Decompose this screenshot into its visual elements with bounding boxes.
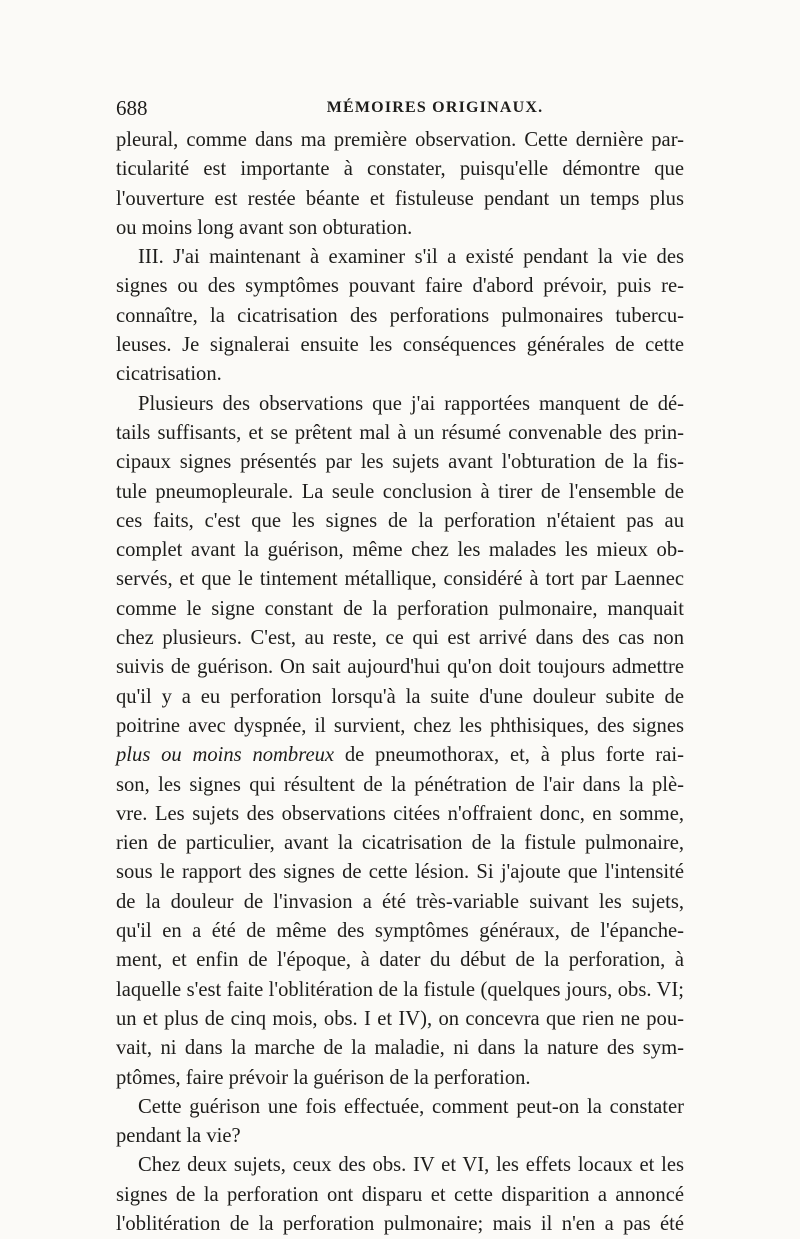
text-line: chez plusieurs. C'est, au reste, ce qui est arrivé dans des cas non [116, 627, 684, 650]
text-line: Chez deux sujets, ceux des obs. IV et VI, les effets locaux et les [138, 1154, 684, 1177]
text-line: de la douleur de l'invasion a été très-variable suivant les sujets, [116, 890, 684, 913]
text-line-with-italic [116, 741, 684, 770]
text-line: ptômes, faire prévoir la guérison de la perforation. [116, 1066, 531, 1089]
text-line: sous le rapport des signes de cette lésion. Si j'ajoute que l'intensité [116, 861, 684, 884]
page-number: 688 [116, 96, 148, 120]
text-line: qu'il y a eu perforation lorsqu'à la suite d'une douleur subite de [116, 685, 684, 708]
text-line: cicatrisation. [116, 363, 222, 386]
text-line: un et plus de cinq mois, obs. I et IV), on concevra que rien ne pou- [116, 1007, 684, 1030]
text-line: III. J'ai maintenant à examiner s'il a existé pendant la vie des [138, 246, 684, 269]
text-line: pleural, comme dans ma première observation. Cette dernière par- [116, 129, 684, 151]
page-header [116, 96, 684, 124]
text-line: ment, et enfin de l'époque, à dater du début de la perforation, à [116, 949, 684, 972]
text-line: son, les signes qui résultent de la pénétration de l'air dans la plè- [116, 773, 684, 796]
text-line: suivis de guérison. On sait aujourd'hui qu'on doit toujours admettre [116, 656, 684, 679]
text-line: ces faits, c'est que les signes de la perforation n'étaient pas au [116, 509, 684, 532]
text-line: Cette guérison une fois effectuée, comment peut-on la constater [138, 1095, 684, 1118]
body-text [116, 126, 684, 1239]
text-line: connaître, la cicatrisation des perforations pulmonaires tubercu- [116, 304, 684, 327]
text-line: vait, ni dans la marche de la maladie, ni dans la nature des sym- [116, 1037, 684, 1060]
text-line: leuses. Je signalerai ensuite les conséquences générales de cette [116, 334, 684, 357]
text-line: signes de la perforation ont disparu et cette disparition a annoncé [116, 1183, 684, 1206]
text-line: l'ouverture est restée béante et fistuleuse pendant un temps plus [116, 187, 684, 210]
text-line: qu'il en a été de même des symptômes généraux, de l'épanche- [116, 920, 684, 943]
text-line: poitrine avec dyspnée, il survient, chez les phthisiques, des signes [116, 714, 684, 737]
italic-phrase: plus ou moins nombreux [116, 744, 335, 767]
text-line: ticularité est importante à constater, puisqu'elle démontre que [116, 158, 684, 181]
text-line: tule pneumopleurale. La seule conclusion à tirer de l'ensemble de [116, 480, 684, 503]
text-line: complet avant la guérison, même chez les malades les mieux ob- [116, 539, 684, 562]
text-line: comme le signe constant de la perforation pulmonaire, manquait [116, 597, 684, 620]
text-fragment: de pneumothorax, et, à plus forte rai- [334, 744, 684, 767]
text-line: rien de particulier, avant la cicatrisation de la fistule pulmonaire, [116, 832, 684, 855]
text-line: signes ou des symptômes pouvant faire d'abord prévoir, puis re- [116, 275, 684, 298]
text-line: pendant la vie? [116, 1125, 241, 1148]
text-line: laquelle s'est faite l'oblitération de la fistule (quelques jours, obs. VI; [116, 978, 684, 1001]
text-line: Plusieurs des observations que j'ai rapportées manquent de dé- [138, 392, 684, 415]
text-line: vre. Les sujets des observations citées n'offraient donc, en somme, [116, 802, 684, 825]
text-line: cipaux signes présentés par les sujets avant l'obturation de la fis- [116, 451, 684, 474]
text-line: ou moins long avant son obturation. [116, 216, 413, 239]
text-line: tails suffisants, et se prêtent mal à un résumé convenable des prin- [116, 421, 684, 444]
text-line: l'oblitération de la perforation pulmonaire; mais il n'en a pas été [116, 1212, 684, 1235]
text-line: servés, et que le tintement métallique, considéré à tort par Laennec [116, 568, 684, 591]
running-head: MÉMOIRES ORIGINAUX. [326, 99, 544, 116]
